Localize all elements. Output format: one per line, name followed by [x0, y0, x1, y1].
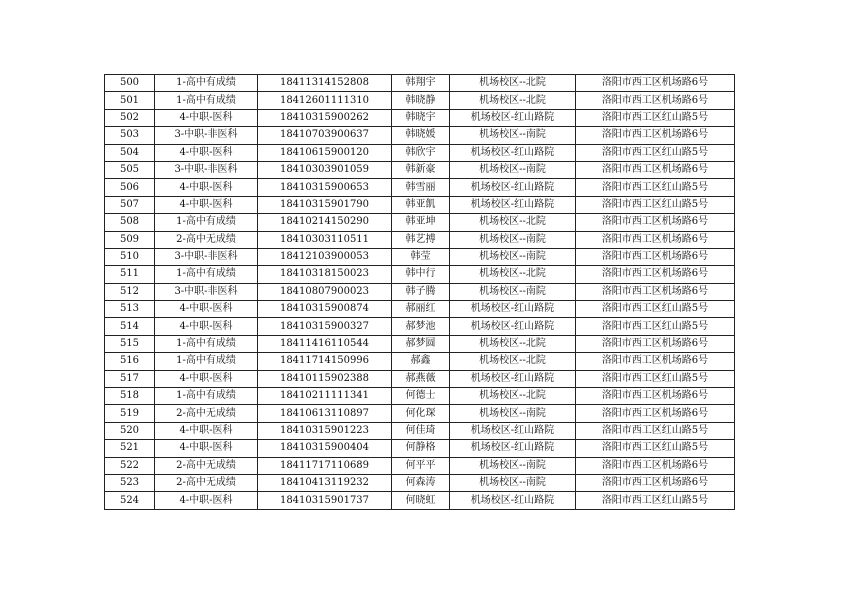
student-name-cell: 韩晓宇 — [392, 109, 450, 126]
category-cell: 4-中职-医科 — [155, 318, 258, 335]
campus-cell: 机场校区--北院 — [450, 92, 576, 109]
table-row — [105, 492, 735, 509]
campus-cell: 机场校区-红山路院 — [450, 144, 576, 161]
exam-number-cell: 18410703900637 — [258, 127, 392, 144]
address-cell: 洛阳市西工区红山路5号 — [576, 196, 735, 213]
category-cell: 4-中职-医科 — [155, 301, 258, 318]
row-number-cell: 510 — [105, 248, 155, 265]
table-row — [105, 301, 735, 318]
exam-number-cell: 18410318150023 — [258, 266, 392, 283]
address-cell: 洛阳市西工区机场路6号 — [576, 335, 735, 352]
table-row — [105, 127, 735, 144]
table-row — [105, 405, 735, 422]
exam-number-cell: 18411314152808 — [258, 75, 392, 92]
campus-cell: 机场校区--北院 — [450, 214, 576, 231]
student-name-cell: 韩晓静 — [392, 92, 450, 109]
campus-cell: 机场校区--南院 — [450, 161, 576, 178]
student-name-cell: 何德士 — [392, 388, 450, 405]
address-cell: 洛阳市西工区红山路5号 — [576, 370, 735, 387]
row-number-cell: 522 — [105, 457, 155, 474]
student-name-cell: 韩新豪 — [392, 161, 450, 178]
row-number-cell: 502 — [105, 109, 155, 126]
student-name-cell: 郝丽红 — [392, 301, 450, 318]
row-number-cell: 517 — [105, 370, 155, 387]
student-name-cell: 何平平 — [392, 457, 450, 474]
campus-cell: 机场校区--北院 — [450, 335, 576, 352]
address-cell: 洛阳市西工区机场路6号 — [576, 474, 735, 491]
row-number-cell: 500 — [105, 75, 155, 92]
student-table — [104, 74, 735, 510]
student-name-cell: 韩翔宇 — [392, 75, 450, 92]
campus-cell: 机场校区-红山路院 — [450, 440, 576, 457]
row-number-cell: 511 — [105, 266, 155, 283]
table-row — [105, 196, 735, 213]
exam-number-cell: 18410413119232 — [258, 474, 392, 491]
student-name-cell: 何森涛 — [392, 474, 450, 491]
address-cell: 洛阳市西工区机场路6号 — [576, 388, 735, 405]
table-row — [105, 179, 735, 196]
exam-number-cell: 18410615900120 — [258, 144, 392, 161]
exam-number-cell: 18410807900023 — [258, 283, 392, 300]
table-row — [105, 144, 735, 161]
campus-cell: 机场校区--南院 — [450, 283, 576, 300]
student-name-cell: 何佳琦 — [392, 422, 450, 439]
student-name-cell: 韩艺搏 — [392, 231, 450, 248]
table-row — [105, 335, 735, 352]
exam-number-cell: 18411717110689 — [258, 457, 392, 474]
row-number-cell: 524 — [105, 492, 155, 509]
table-row — [105, 214, 735, 231]
campus-cell: 机场校区-红山路院 — [450, 196, 576, 213]
address-cell: 洛阳市西工区红山路5号 — [576, 422, 735, 439]
campus-cell: 机场校区-红山路院 — [450, 318, 576, 335]
table-row — [105, 283, 735, 300]
table-row — [105, 266, 735, 283]
row-number-cell: 505 — [105, 161, 155, 178]
category-cell: 2-高中无成绩 — [155, 231, 258, 248]
student-name-cell: 韩晓媛 — [392, 127, 450, 144]
student-name-cell: 郝燕薇 — [392, 370, 450, 387]
campus-cell: 机场校区-红山路院 — [450, 370, 576, 387]
category-cell: 2-高中无成绩 — [155, 405, 258, 422]
exam-number-cell: 18410303110511 — [258, 231, 392, 248]
student-name-cell: 韩欣宇 — [392, 144, 450, 161]
campus-cell: 机场校区--南院 — [450, 231, 576, 248]
row-number-cell: 504 — [105, 144, 155, 161]
exam-number-cell: 18410315900262 — [258, 109, 392, 126]
student-name-cell: 郝梦池 — [392, 318, 450, 335]
table-row — [105, 318, 735, 335]
row-number-cell: 519 — [105, 405, 155, 422]
campus-cell: 机场校区--南院 — [450, 248, 576, 265]
student-name-cell: 郝鑫 — [392, 353, 450, 370]
address-cell: 洛阳市西工区机场路6号 — [576, 75, 735, 92]
exam-number-cell: 18410315901737 — [258, 492, 392, 509]
campus-cell: 机场校区--南院 — [450, 457, 576, 474]
row-number-cell: 507 — [105, 196, 155, 213]
exam-number-cell: 18410315901223 — [258, 422, 392, 439]
category-cell: 4-中职-医科 — [155, 144, 258, 161]
category-cell: 1-高中有成绩 — [155, 266, 258, 283]
campus-cell: 机场校区--北院 — [450, 266, 576, 283]
table-row — [105, 457, 735, 474]
row-number-cell: 501 — [105, 92, 155, 109]
table-row — [105, 422, 735, 439]
campus-cell: 机场校区-红山路院 — [450, 301, 576, 318]
address-cell: 洛阳市西工区红山路5号 — [576, 109, 735, 126]
table-row — [105, 474, 735, 491]
student-name-cell: 韩中行 — [392, 266, 450, 283]
exam-number-cell: 18410315900874 — [258, 301, 392, 318]
category-cell: 2-高中无成绩 — [155, 474, 258, 491]
exam-number-cell: 18410211111341 — [258, 388, 392, 405]
exam-number-cell: 18410315901790 — [258, 196, 392, 213]
student-name-cell: 韩莹 — [392, 248, 450, 265]
campus-cell: 机场校区--北院 — [450, 75, 576, 92]
student-name-cell: 韩子腾 — [392, 283, 450, 300]
table-row — [105, 231, 735, 248]
category-cell: 3-中职-非医科 — [155, 283, 258, 300]
exam-number-cell: 18410315900404 — [258, 440, 392, 457]
category-cell: 4-中职-医科 — [155, 422, 258, 439]
address-cell: 洛阳市西工区机场路6号 — [576, 127, 735, 144]
row-number-cell: 523 — [105, 474, 155, 491]
address-cell: 洛阳市西工区机场路6号 — [576, 283, 735, 300]
exam-number-cell: 18410214150290 — [258, 214, 392, 231]
row-number-cell: 518 — [105, 388, 155, 405]
category-cell: 4-中职-医科 — [155, 440, 258, 457]
exam-number-cell: 18411416110544 — [258, 335, 392, 352]
table-row — [105, 92, 735, 109]
address-cell: 洛阳市西工区红山路5号 — [576, 144, 735, 161]
row-number-cell: 516 — [105, 353, 155, 370]
student-name-cell: 何静格 — [392, 440, 450, 457]
exam-number-cell: 18410315900327 — [258, 318, 392, 335]
category-cell: 4-中职-医科 — [155, 179, 258, 196]
address-cell: 洛阳市西工区机场路6号 — [576, 248, 735, 265]
table-row — [105, 370, 735, 387]
category-cell: 4-中职-医科 — [155, 109, 258, 126]
row-number-cell: 520 — [105, 422, 155, 439]
student-name-cell: 韩亚飢 — [392, 196, 450, 213]
campus-cell: 机场校区--南院 — [450, 474, 576, 491]
row-number-cell: 509 — [105, 231, 155, 248]
exam-number-cell: 18412601111310 — [258, 92, 392, 109]
student-name-cell: 何化琛 — [392, 405, 450, 422]
address-cell: 洛阳市西工区机场路6号 — [576, 161, 735, 178]
exam-number-cell: 18411714150996 — [258, 353, 392, 370]
category-cell: 1-高中有成绩 — [155, 75, 258, 92]
category-cell: 1-高中有成绩 — [155, 388, 258, 405]
exam-number-cell: 18410115902388 — [258, 370, 392, 387]
address-cell: 洛阳市西工区机场路6号 — [576, 92, 735, 109]
address-cell: 洛阳市西工区机场路6号 — [576, 457, 735, 474]
student-name-cell: 何晓虹 — [392, 492, 450, 509]
category-cell: 4-中职-医科 — [155, 492, 258, 509]
table-row — [105, 75, 735, 92]
table-row — [105, 388, 735, 405]
address-cell: 洛阳市西工区机场路6号 — [576, 353, 735, 370]
category-cell: 3-中职-非医科 — [155, 161, 258, 178]
category-cell: 4-中职-医科 — [155, 370, 258, 387]
table-row — [105, 161, 735, 178]
address-cell: 洛阳市西工区机场路6号 — [576, 214, 735, 231]
row-number-cell: 513 — [105, 301, 155, 318]
row-number-cell: 503 — [105, 127, 155, 144]
address-cell: 洛阳市西工区红山路5号 — [576, 440, 735, 457]
category-cell: 2-高中无成绩 — [155, 457, 258, 474]
exam-number-cell: 18410303901059 — [258, 161, 392, 178]
student-name-cell: 韩雪丽 — [392, 179, 450, 196]
row-number-cell: 521 — [105, 440, 155, 457]
campus-cell: 机场校区-红山路院 — [450, 422, 576, 439]
campus-cell: 机场校区-红山路院 — [450, 492, 576, 509]
campus-cell: 机场校区--北院 — [450, 353, 576, 370]
address-cell: 洛阳市西工区红山路5号 — [576, 318, 735, 335]
exam-number-cell: 18410613110897 — [258, 405, 392, 422]
row-number-cell: 514 — [105, 318, 155, 335]
campus-cell: 机场校区-红山路院 — [450, 109, 576, 126]
campus-cell: 机场校区--南院 — [450, 405, 576, 422]
address-cell: 洛阳市西工区机场路6号 — [576, 405, 735, 422]
category-cell: 4-中职-医科 — [155, 196, 258, 213]
campus-cell: 机场校区--南院 — [450, 127, 576, 144]
table-row — [105, 248, 735, 265]
row-number-cell: 508 — [105, 214, 155, 231]
address-cell: 洛阳市西工区红山路5号 — [576, 179, 735, 196]
student-table-body — [105, 75, 735, 510]
row-number-cell: 515 — [105, 335, 155, 352]
exam-number-cell: 18412103900053 — [258, 248, 392, 265]
row-number-cell: 512 — [105, 283, 155, 300]
category-cell: 3-中职-非医科 — [155, 248, 258, 265]
table-row — [105, 109, 735, 126]
row-number-cell: 506 — [105, 179, 155, 196]
category-cell: 1-高中有成绩 — [155, 92, 258, 109]
address-cell: 洛阳市西工区机场路6号 — [576, 266, 735, 283]
category-cell: 1-高中有成绩 — [155, 353, 258, 370]
campus-cell: 机场校区--北院 — [450, 388, 576, 405]
category-cell: 3-中职-非医科 — [155, 127, 258, 144]
table-row — [105, 353, 735, 370]
address-cell: 洛阳市西工区机场路6号 — [576, 231, 735, 248]
exam-number-cell: 18410315900653 — [258, 179, 392, 196]
address-cell: 洛阳市西工区红山路5号 — [576, 492, 735, 509]
student-name-cell: 韩亚坤 — [392, 214, 450, 231]
table-row — [105, 440, 735, 457]
category-cell: 1-高中有成绩 — [155, 335, 258, 352]
campus-cell: 机场校区-红山路院 — [450, 179, 576, 196]
category-cell: 1-高中有成绩 — [155, 214, 258, 231]
address-cell: 洛阳市西工区红山路5号 — [576, 301, 735, 318]
student-name-cell: 郝梦圆 — [392, 335, 450, 352]
